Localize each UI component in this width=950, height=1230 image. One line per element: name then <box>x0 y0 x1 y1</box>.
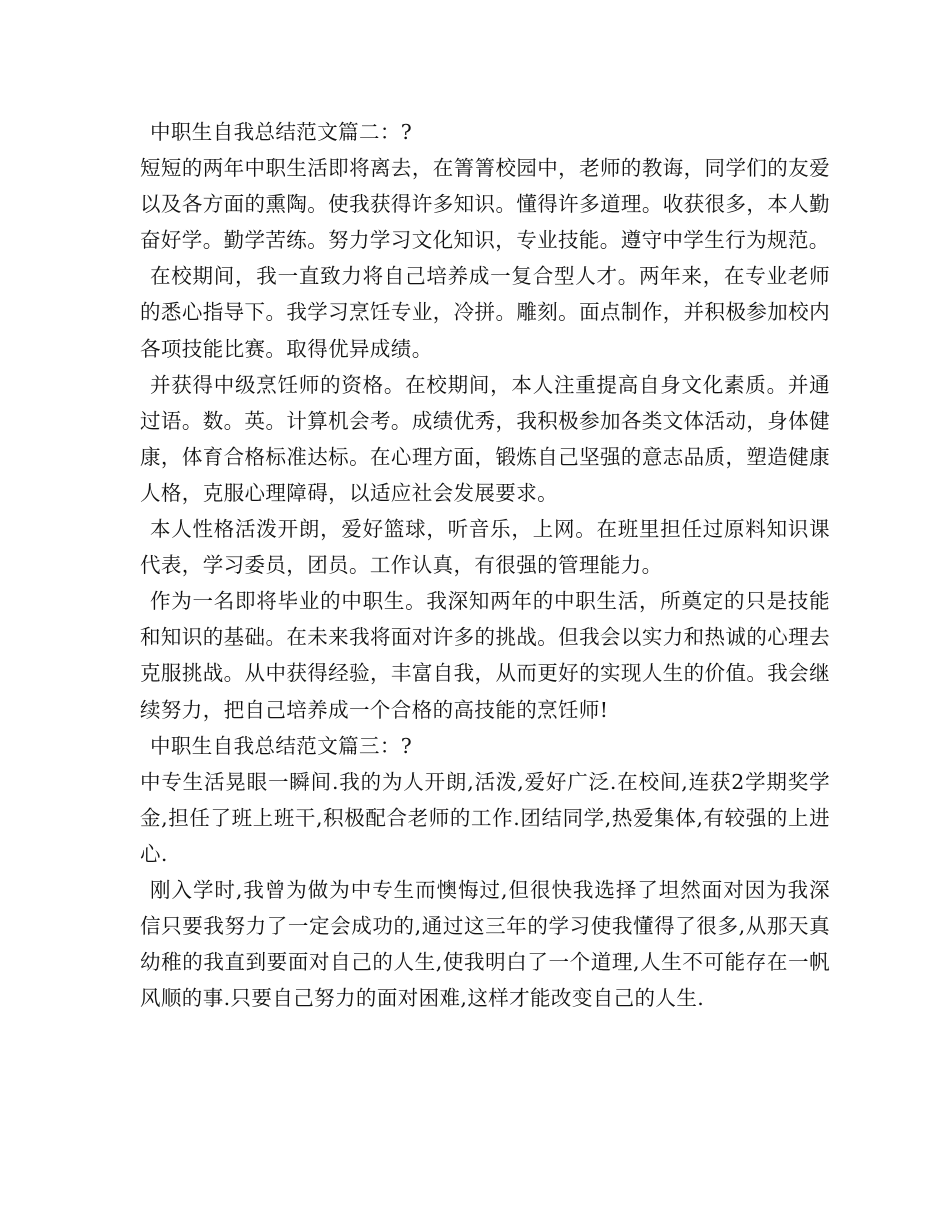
paragraph-1: 短短的两年中职生活即将离去，在箐箐校园中，老师的教诲，同学们的友爱以及各方面的熏陶。使我获得许多知识。懂得许多道理。收获很多，本人勤奋好学。勤学苦练。努力学习文化知识，专业技能。遵守中学生行为规范。 <box>140 156 830 253</box>
paragraph-6: 中专生活晃眼一瞬间.我的为人开朗,活泼,爱好广泛.在校间,连获2学期奖学金,担任了班上班干,积极配合老师的工作.团结同学,热爱集体,有较强的上进心. <box>140 769 830 866</box>
paragraph-7: 刚入学时,我曾为做为中专生而懊悔过,但很快我选择了坦然面对因为我深信只要我努力了一定会成功的,通过这三年的学习使我懂得了很多,从那天真幼稚的我直到要面对自己的人生,使我明白了一个道理,人生不可能存在一帆风顺的事.只要自己努力的面对困难,这样才能改变自己的人生. <box>140 877 830 1011</box>
section-heading-part-three: 中职生自我总结范文篇三：? <box>150 733 413 758</box>
paragraph-5: 作为一名即将毕业的中职生。我深知两年的中职生活，所奠定的只是技能和知识的基础。在未来我将面对许多的挑战。但我会以实力和热诚的心理去克服挑战。从中获得经验，丰富自我，从而更好的实现人生的价值。我会继续努力，把自己培养成一个合格的高技能的烹饪师! <box>140 589 830 722</box>
paragraph-2: 在校期间，我一直致力将自己培养成一复合型人才。两年来，在专业老师的悉心指导下。我学习烹饪专业，冷拼。雕刻。面点制作，并积极参加校内各项技能比赛。取得优异成绩。 <box>140 264 830 361</box>
paragraph-3: 并获得中级烹饪师的资格。在校期间，本人注重提高自身文化素质。并通过语。数。英。计算机会考。成绩优秀，我积极参加各类文体活动，身体健康，体育合格标准达标。在心理方面，锻炼自己坚强的意志品质，塑造健康人格，克服心理障碍，以适应社会发展要求。 <box>140 372 830 505</box>
paragraph-4: 本人性格活泼开朗，爱好篮球，听音乐，上网。在班里担任过原料知识课代表，学习委员，团员。工作认真，有很强的管理能力。 <box>140 517 830 578</box>
document-body <box>140 114 830 1016</box>
section-heading-part-two: 中职生自我总结范文篇二：? <box>150 120 413 144</box>
